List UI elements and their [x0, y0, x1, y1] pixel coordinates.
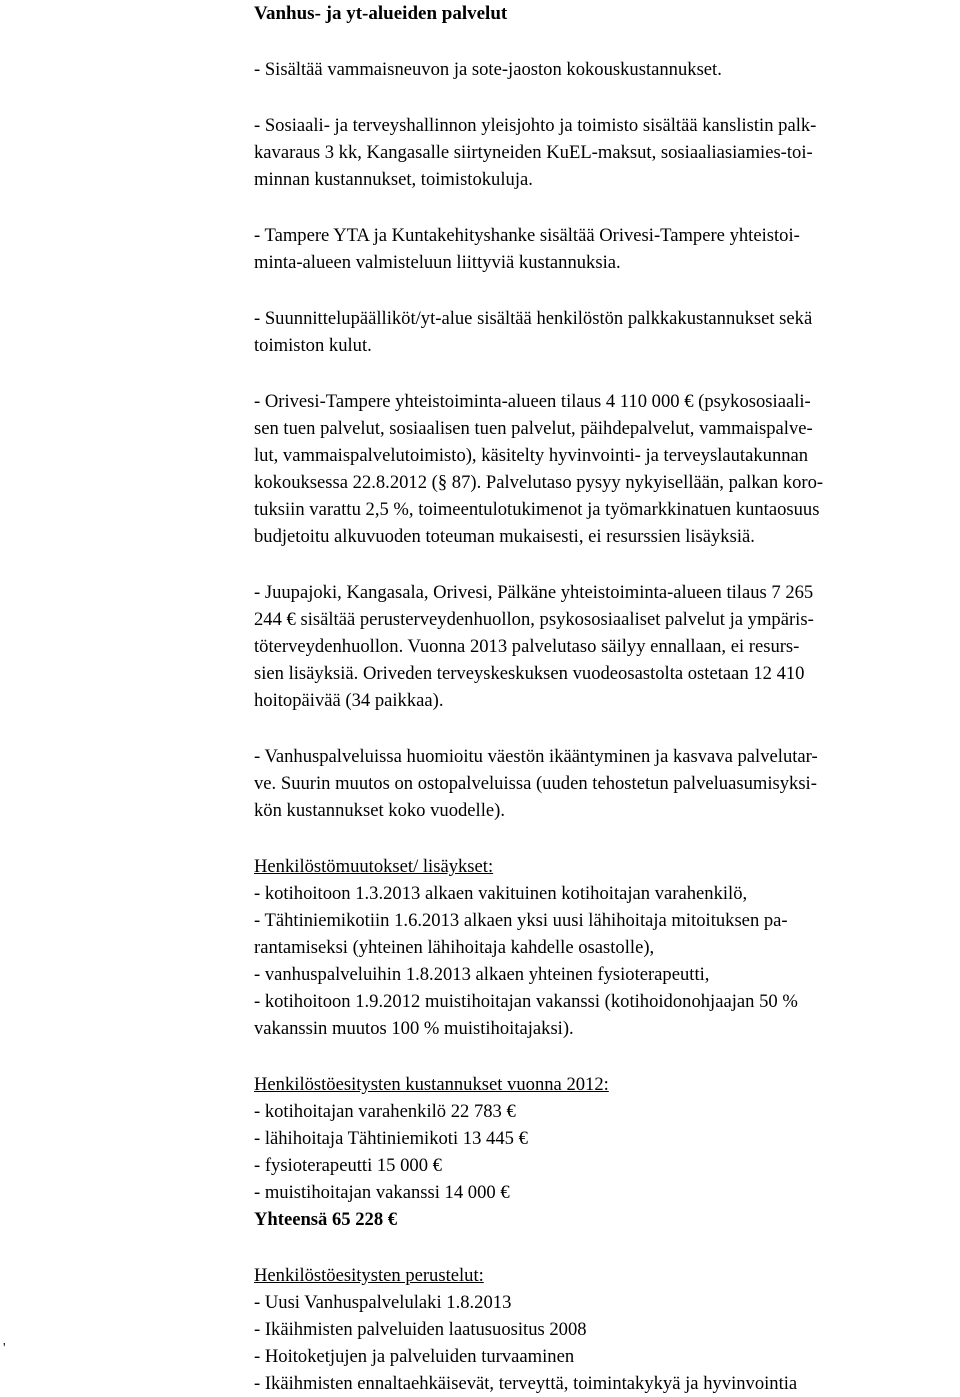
justifications-section — [254, 1262, 954, 1397]
list-item: - Uusi Vanhuspalvelulaki 1.8.2013 — [254, 1292, 512, 1313]
paragraph-line: lut, vammaispalvelutoimisto), käsitelty hyvinvointi- ja terveyslautakunnan — [254, 445, 809, 466]
list-item: - kotihoitajan varahenkilö 22 783 € — [254, 1101, 516, 1122]
paragraph-line: kön kustannukset koko vuodelle). — [254, 800, 505, 821]
document-page — [254, 0, 954, 1397]
paragraph-elderly-services — [254, 743, 954, 824]
paragraph-juupajoki-order — [254, 579, 954, 714]
list-item: - fysioterapeutti 15 000 € — [254, 1155, 442, 1176]
staff-costs-section — [254, 1071, 954, 1233]
list-item: - kotihoitoon 1.3.2013 alkaen vakituinen kotihoitajan varahenkilö, — [254, 883, 748, 904]
list-item: - Tähtiniemikotiin 1.6.2013 alkaen yksi uusi lähihoitaja mitoituksen pa- — [254, 910, 788, 931]
list-item: - muistihoitajan vakanssi 14 000 € — [254, 1182, 510, 1203]
section-title: Vanhus- ja yt-alueiden palvelut — [254, 3, 508, 24]
staff-costs-total: Yhteensä 65 228 € — [254, 1209, 398, 1230]
paragraph-line: toimiston kulut. — [254, 335, 372, 356]
list-item: - vanhuspalveluihin 1.8.2013 alkaen yhteinen fysioterapeutti, — [254, 964, 710, 985]
paragraph-line: töterveydenhuollon. Vuonna 2013 palvelutaso säilyy ennallaan, ei resurs- — [254, 636, 800, 657]
list-item: rantamiseksi (yhteinen lähihoitaja kahdelle osastolle), — [254, 937, 655, 958]
list-item: - Hoitoketjujen ja palveluiden turvaaminen — [254, 1346, 575, 1367]
paragraph-line: minta-alueen valmisteluun liittyviä kustannuksia. — [254, 252, 621, 273]
paragraph-line: - Sisältää vammaisneuvon ja sote-jaoston kokouskustannukset. — [254, 59, 722, 80]
list-item: - Ikäihmisten palveluiden laatusuositus 2008 — [254, 1319, 587, 1340]
staff-costs-heading: Henkilöstöesitysten kustannukset vuonna 2012: — [254, 1074, 609, 1095]
paragraph-line: kavaraus 3 kk, Kangasalle siirtyneiden KuEL-maksut, sosiaaliasiamies-toi- — [254, 142, 813, 163]
list-item: - Ikäihmisten ennaltaehkäisevät, terveyttä, toimintakykyä ja hyvinvointia — [254, 1373, 798, 1394]
paragraph-line: sien lisäyksiä. Oriveden terveyskeskuksen vuodeosastolta ostetaan 12 410 — [254, 663, 805, 684]
stray-mark: ' — [3, 1341, 6, 1356]
paragraph-line: - Orivesi-Tampere yhteistoiminta-alueen tilaus 4 110 000 € (psykososiaali- — [254, 391, 811, 412]
paragraph-line: - Juupajoki, Kangasala, Orivesi, Pälkäne yhteistoiminta-alueen tilaus 7 265 — [254, 582, 814, 603]
staff-changes-section — [254, 853, 954, 1042]
list-item: - kotihoitoon 1.9.2012 muistihoitajan vakanssi (kotihoidonohjaajan 50 % — [254, 991, 798, 1012]
paragraph-planning-managers — [254, 305, 954, 359]
paragraph-line: ve. Suurin muutos on ostopalveluissa (uuden tehostetun palveluasumisyksi- — [254, 773, 817, 794]
paragraph-line: sen tuen palvelut, sosiaalisen tuen palvelut, päihdepalvelut, vammaispalve- — [254, 418, 813, 439]
paragraph-orivesi-tampere-order — [254, 388, 954, 550]
paragraph-line: - Sosiaali- ja terveyshallinnon yleisjohto ja toimisto sisältää kanslistin palk- — [254, 115, 817, 136]
paragraph-line: budjetoitu alkuvuoden toteuman mukaisesti, ei resurssien lisäyksiä. — [254, 526, 755, 547]
justifications-heading: Henkilöstöesitysten perustelut: — [254, 1265, 484, 1286]
paragraph-line: 244 € sisältää perusterveydenhuollon, psykososiaaliset palvelut ja ympäris- — [254, 609, 814, 630]
paragraph-line: hoitopäivää (34 paikkaa). — [254, 690, 444, 711]
list-item: vakanssin muutos 100 % muistihoitajaksi). — [254, 1018, 574, 1039]
paragraph-line: - Tampere YTA ja Kuntakehityshanke sisältää Orivesi-Tampere yhteistoi- — [254, 225, 800, 246]
paragraph-line: minnan kustannukset, toimistokuluja. — [254, 169, 533, 190]
list-item: - lähihoitaja Tähtiniemikoti 13 445 € — [254, 1128, 528, 1149]
paragraph-meetings — [254, 56, 954, 83]
paragraph-line: - Suunnittelupäälliköt/yt-alue sisältää henkilöstön palkkakustannukset sekä — [254, 308, 813, 329]
paragraph-line: tuksiin varattu 2,5 %, toimeentulotukimenot ja työmarkkinatuen kuntaosuus — [254, 499, 820, 520]
paragraph-line: kokouksessa 22.8.2012 (§ 87). Palvelutaso pysyy nykyisellään, palkan koro- — [254, 472, 824, 493]
paragraph-line: - Vanhuspalveluissa huomioitu väestön ikääntyminen ja kasvava palvelutar- — [254, 746, 818, 767]
paragraph-tampere-yta — [254, 222, 954, 276]
staff-changes-heading: Henkilöstömuutokset/ lisäykset: — [254, 856, 494, 877]
paragraph-administration — [254, 112, 954, 193]
